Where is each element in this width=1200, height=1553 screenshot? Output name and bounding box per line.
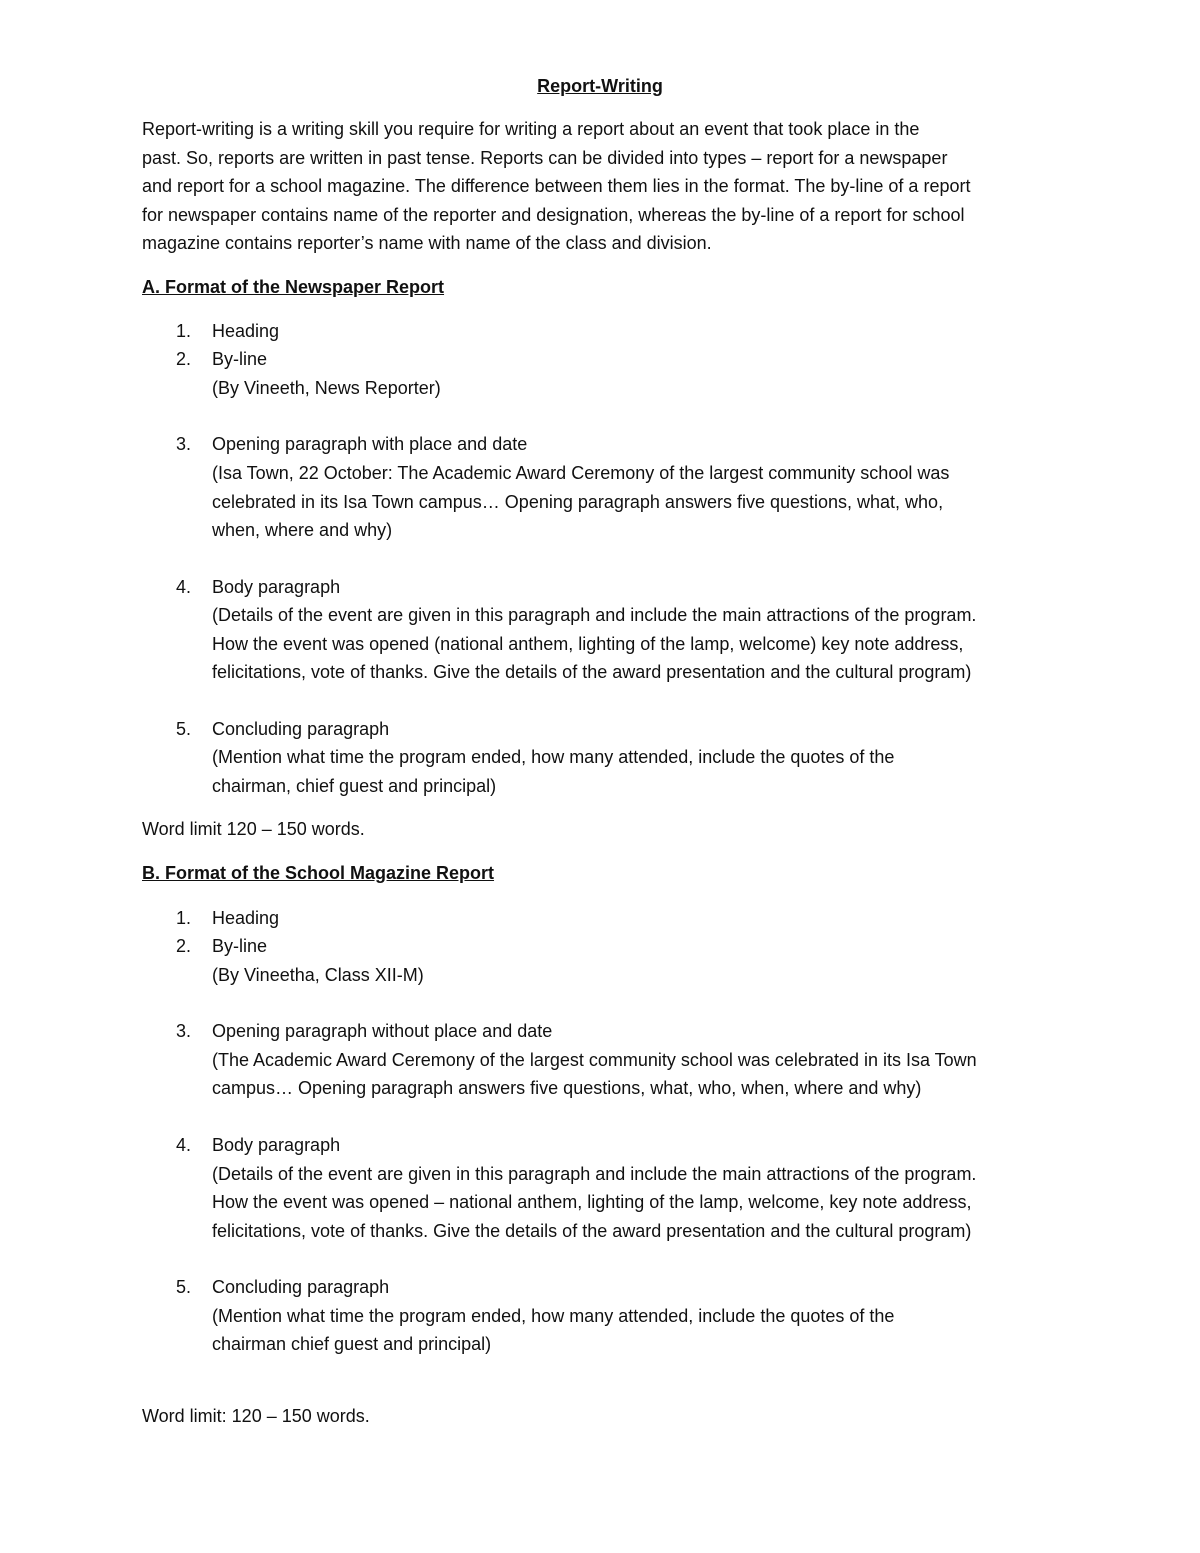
list-number: 1. — [176, 908, 192, 928]
list-item-title: Concluding paragraph — [212, 719, 390, 739]
list-item-title: Concluding paragraph — [212, 1277, 390, 1297]
list-item-detail: How the event was opened (national anthem, lighting of the lamp, welcome) key note address, — [212, 634, 964, 654]
section-b-heading: B. Format of the School Magazine Report — [142, 863, 495, 883]
list-item-title: Opening paragraph without place and date — [212, 1021, 553, 1041]
list-item-detail: (By Vineeth, News Reporter) — [212, 378, 441, 398]
list-item-title: By-line — [212, 349, 268, 369]
list-item-detail: (Mention what time the program ended, how many attended, include the quotes of the — [212, 1306, 895, 1326]
list-item-detail: (By Vineetha, Class XII-M) — [212, 965, 424, 985]
list-number: 4. — [176, 1135, 192, 1155]
list-item-detail: (Details of the event are given in this paragraph and include the main attractions of the program. — [212, 1164, 977, 1184]
intro-line: Report-writing is a writing skill you require for writing a report about an event that took place in the — [142, 119, 920, 139]
list-number: 2. — [176, 349, 192, 369]
page-title: Report-Writing — [537, 76, 663, 96]
list-item-detail: chairman chief guest and principal) — [212, 1334, 492, 1354]
list-item-detail: (The Academic Award Ceremony of the largest community school was celebrated in its Isa Town — [212, 1050, 977, 1070]
section-a-word-limit: Word limit 120 – 150 words. — [142, 819, 365, 839]
section-b-word-limit: Word limit: 120 – 150 words. — [142, 1406, 370, 1426]
list-item-detail: chairman, chief guest and principal) — [212, 776, 497, 796]
list-item-detail: (Mention what time the program ended, how many attended, include the quotes of the — [212, 747, 895, 767]
list-item-detail: campus… Opening paragraph answers five questions, what, who, when, where and why) — [212, 1078, 922, 1098]
list-item-detail: felicitations, vote of thanks. Give the details of the award presentation and the cultural program) — [212, 662, 972, 682]
list-item-title: Heading — [212, 908, 280, 928]
list-item-detail: (Isa Town, 22 October: The Academic Award Ceremony of the largest community school was — [212, 463, 950, 483]
list-item-title: Opening paragraph with place and date — [212, 434, 528, 454]
list-item-title: Heading — [212, 321, 280, 341]
list-item-detail: How the event was opened – national anthem, lighting of the lamp, welcome, key note address, — [212, 1192, 972, 1212]
list-number: 3. — [176, 1021, 192, 1041]
list-item-detail: when, where and why) — [212, 520, 393, 540]
list-item-title: Body paragraph — [212, 577, 341, 597]
list-number: 5. — [176, 1277, 192, 1297]
list-item-detail: (Details of the event are given in this paragraph and include the main attractions of the program. — [212, 605, 977, 625]
list-item-detail: felicitations, vote of thanks. Give the details of the award presentation and the cultural program) — [212, 1221, 972, 1241]
section-a-heading: A. Format of the Newspaper Report — [142, 277, 445, 297]
list-item-detail: celebrated in its Isa Town campus… Opening paragraph answers five questions, what, who, — [212, 492, 944, 512]
list-item-title: By-line — [212, 936, 268, 956]
intro-line: magazine contains reporter’s name with name of the class and division. — [142, 233, 712, 253]
list-number: 4. — [176, 577, 192, 597]
intro-line: for newspaper contains name of the reporter and designation, whereas the by-line of a report for school — [142, 205, 965, 225]
list-number: 5. — [176, 719, 192, 739]
intro-line: past. So, reports are written in past tense. Reports can be divided into types – report for a newspaper — [142, 148, 948, 168]
list-number: 1. — [176, 321, 192, 341]
list-number: 3. — [176, 434, 192, 454]
list-number: 2. — [176, 936, 192, 956]
intro-line: and report for a school magazine. The difference between them lies in the format. The by-line of a report — [142, 176, 971, 196]
list-item-title: Body paragraph — [212, 1135, 341, 1155]
